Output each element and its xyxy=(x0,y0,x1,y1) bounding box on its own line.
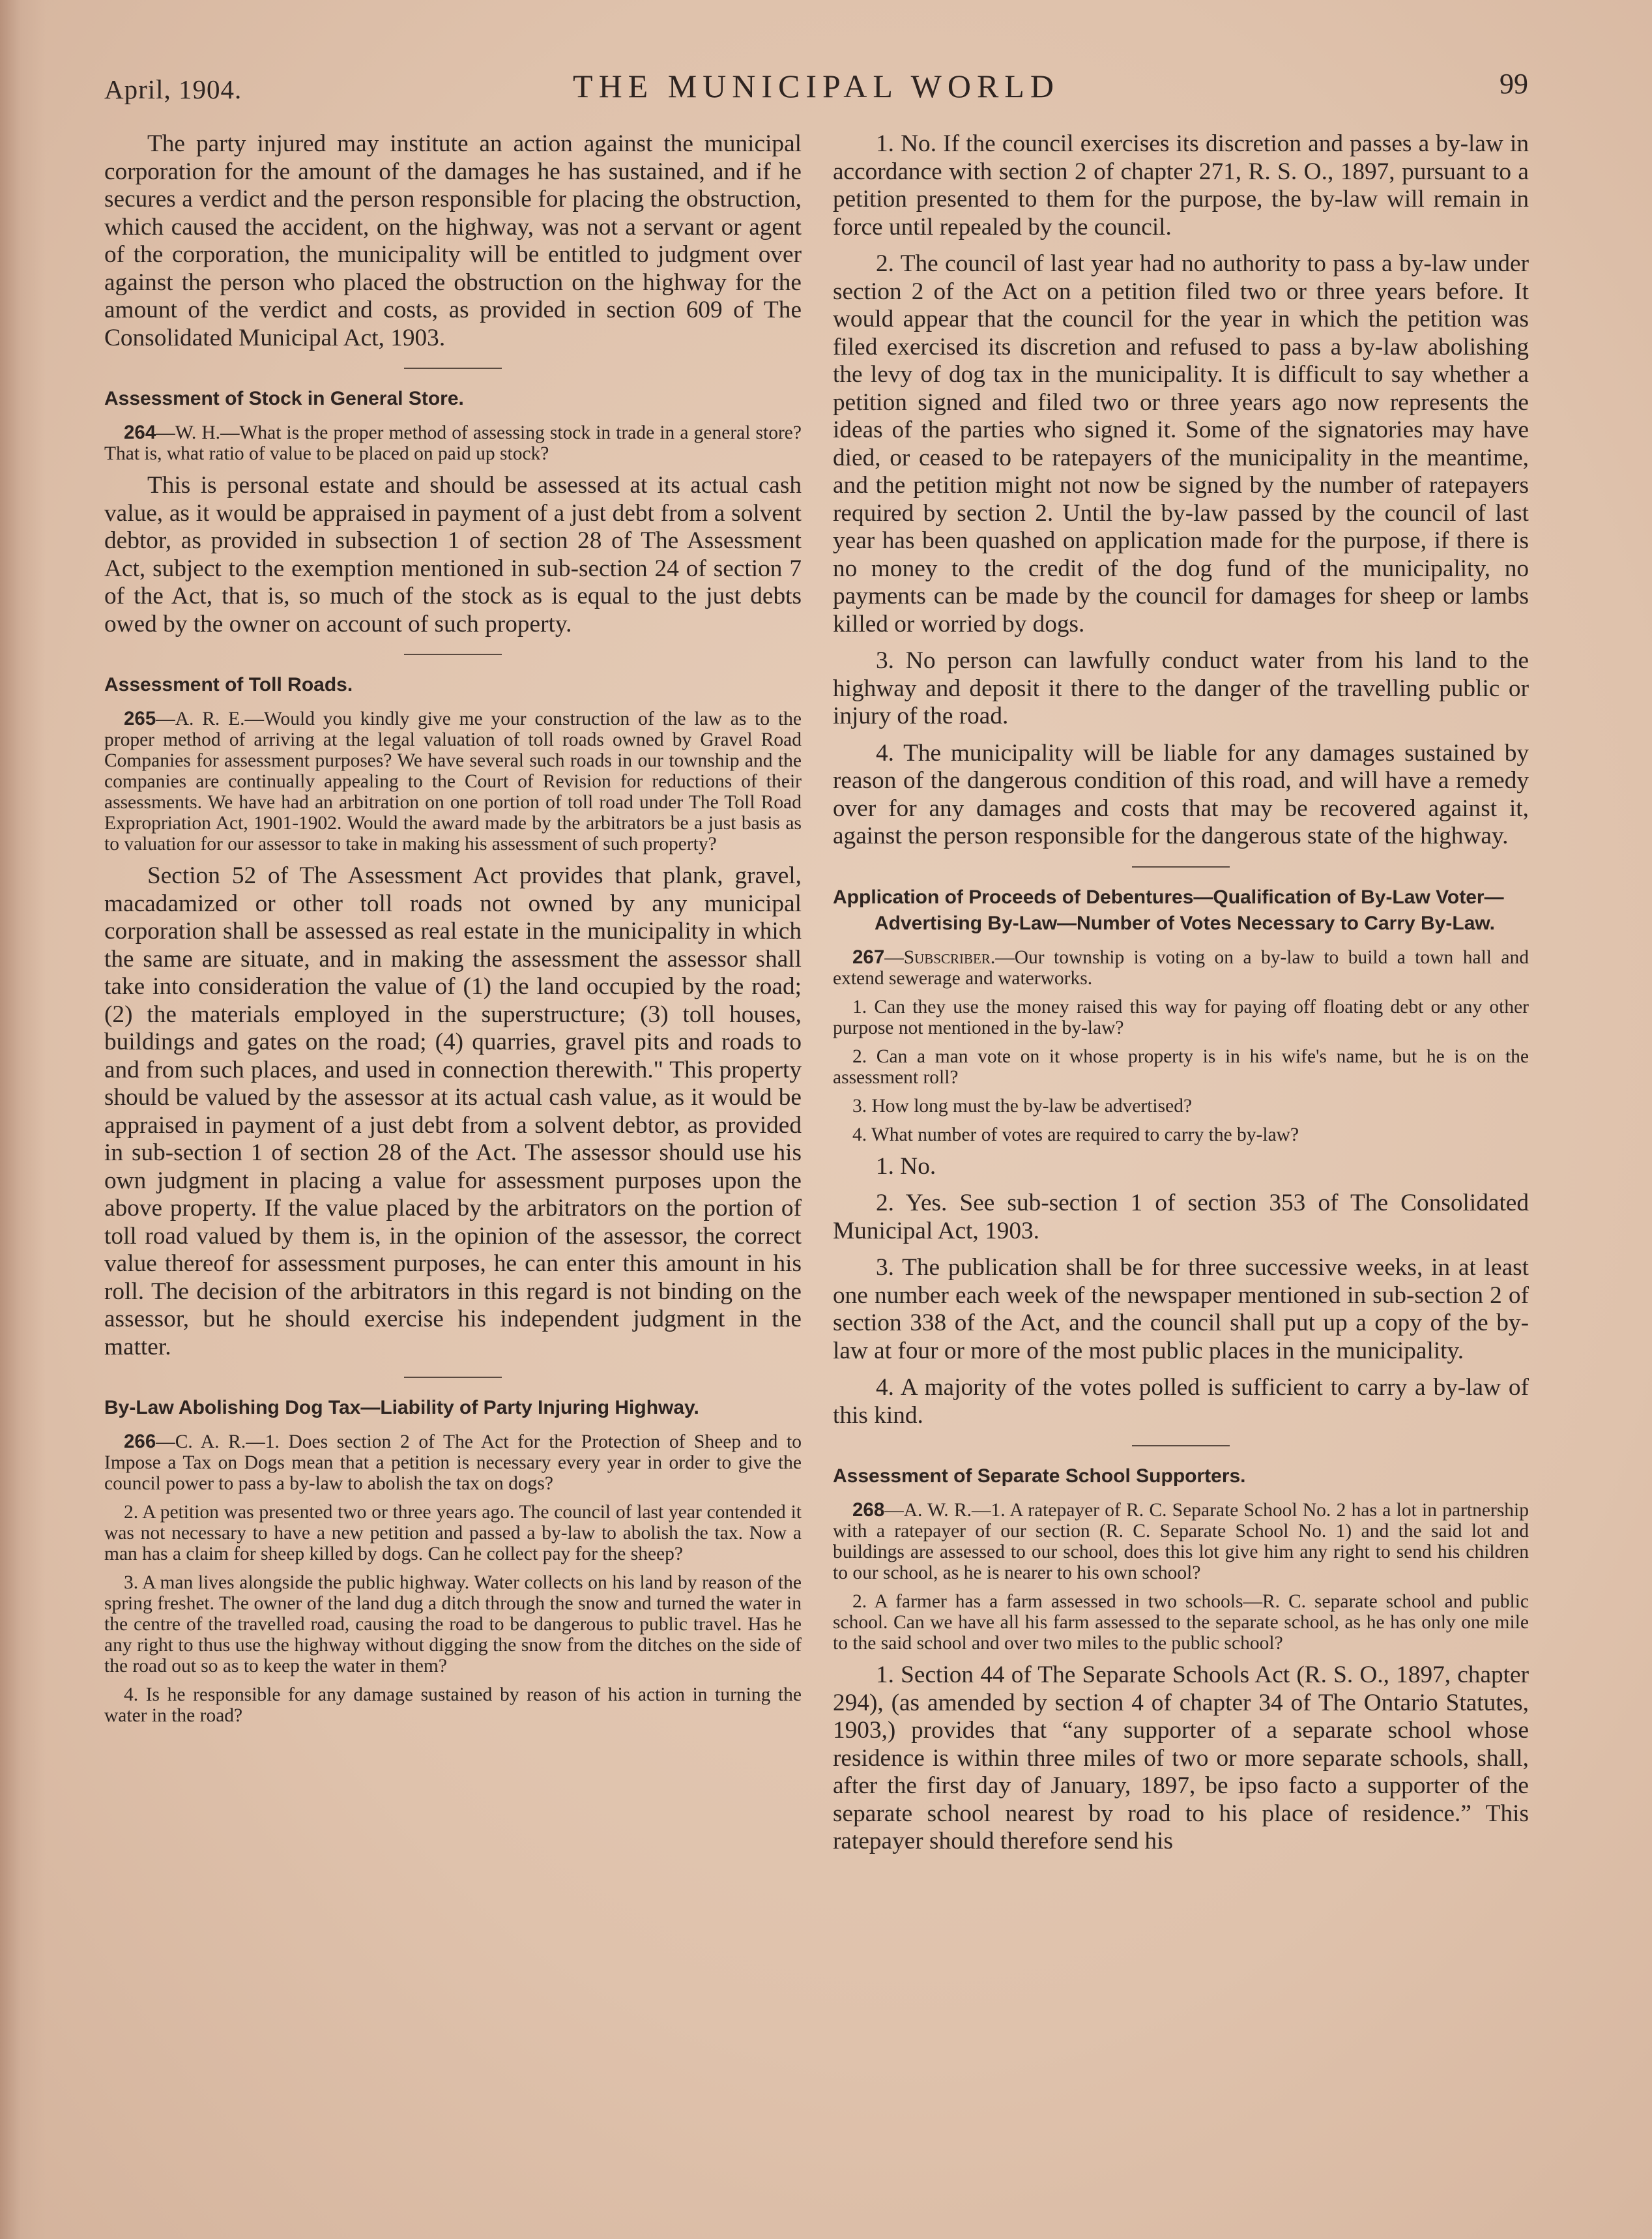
answer-paragraph: 1. No. xyxy=(876,1152,936,1180)
answer-paragraph: This is personal estate and should be assessed at its actual cash value, as it would be appraised in payment of a just debt from a solvent debtor, as provided in subsection 1 of section 28 of The Assessment Act, subject to the exemption mentioned in sub-section 24 of section 7 of the Act, that is, so much of the stock as is equal to the just debts owed by the owner on account of such property. xyxy=(104,472,802,637)
binding-edge xyxy=(0,0,46,2239)
question-number: 266 xyxy=(124,1431,156,1452)
section-divider xyxy=(404,654,502,655)
question-signature: —Subscriber. xyxy=(884,946,996,968)
question: 2. Can a man vote on it whose property is in his wife's name, but he is on the assessment roll? xyxy=(833,1046,1529,1088)
section-heading: By-Law Abolishing Dog Tax—Liability of Party Injuring Highway. xyxy=(104,1397,699,1418)
question: 2. A farmer has a farm assessed in two schools—R. C. separate school and public school. Can we have all his farm assessed to the separate school, as he has only one mile to the said school and over two miles to the public school? xyxy=(833,1591,1529,1654)
section-divider xyxy=(404,368,502,369)
paragraph: The party injured may institute an action against the municipal corporation for the amount of the damages he has sustained, and if he secures a verdict and the person responsible for placing the obstruction, which caused the accident, on the highway, was not a servant or agent of the corporation, the municipality will be entitled to judgment over against the person who placed the obstruction on the highway for the amount of the verdict and costs, as provided in section 609 of The Consolidated Municipal Act, 1903. xyxy=(104,130,802,351)
section-heading: Application of Proceeds of Debentures—Qualification of By-Law Voter—Advertising By-Law—Number of Votes Necessary to Carry By-Law. xyxy=(833,886,1504,934)
question xyxy=(833,1500,1529,1583)
question-text: —A. W. R.—1. A ratepayer of R. C. Separate School No. 2 has a lot in partnership with a ratepayer of our section (R. C. Separate School No. 1) and the said lot and buildings are assessed to our school, does this lot give him any right to send his children to our school, as he is nearer to his own school? xyxy=(833,1500,1529,1583)
answer-paragraph: 3. No person can lawfully conduct water from his land to the highway and deposit it there to the danger of the travelling public or injury of the road. xyxy=(833,647,1529,729)
question: 1. Can they use the money raised this way for paying off floating debt or any other purpose not mentioned in the by-law? xyxy=(833,996,1529,1038)
question-text: —Our township is voting on a by-law to build a town hall and extend sewerage and waterworks. xyxy=(833,946,1529,989)
answer-paragraph: Section 52 of The Assessment Act provides that plank, gravel, macadamized or other toll roads not owned by any municipal corporation shall be assessed as real estate in the municipality in which the same are situate, and in making the assessment the assessor shall take into consideration the value of (1) the land occupied by the road; (2) the materials employed in the superstructure; (3) toll houses, buildings and gates on the road; (4) quarries, gravel pits and roads to and from such places, and used in connection therewith." This property should be valued by the assessor at its actual cash value, as it would be appraised in payment of a just debt from a solvent debtor, as provided in sub-section 1 of section 28 of the Act. The assessor should use his own judgment in placing a value for assessment purposes upon the above property. If the value placed by the arbitrators on the portion of toll road valued by them is, in the opinion of the assessor, the correct value thereof for assessment purposes, he can enter this amount in his roll. The decision of the arbitrators in this regard is not binding on the assessor, but he should exercise his independent judgment in the matter. xyxy=(104,862,802,1360)
answer-paragraph: 2. Yes. See sub-section 1 of section 353 of The Consolidated Municipal Act, 1903. xyxy=(833,1190,1529,1244)
question-text: —A. R. E.—Would you kindly give me your construction of the law as to the proper method of arriving at the legal valuation of toll roads owned by Gravel Road Companies for assessment purposes? We have several such roads in our township and the companies are continually appealing to the Court of Revision for reductions of their assessments. We have had an arbitration on one portion of toll road under The Toll Road Expropriation Act, 1901-1902. Would the award made by the arbitrators be a just basis as to valuation for our assessor to take in making his assessment of such property? xyxy=(104,709,802,855)
section-heading: Assessment of Toll Roads. xyxy=(104,674,353,695)
question-text: —C. A. R.—1. Does section 2 of The Act for the Protection of Sheep and to Impose a Tax on Dogs mean that a petition is necessary every year in order to give the council power to pass a by-law to abolish the tax on dogs? xyxy=(104,1431,802,1494)
section-heading: Assessment of Separate School Supporters. xyxy=(833,1465,1246,1487)
question xyxy=(104,709,802,855)
question-number: 264 xyxy=(124,422,156,443)
section-divider xyxy=(404,1377,502,1378)
answer-paragraph: 4. A majority of the votes polled is sufficient to carry a by-law of this kind. xyxy=(833,1374,1529,1429)
header-date: April, 1904. xyxy=(104,74,242,104)
answer-paragraph: 4. The municipality will be liable for any damages sustained by reason of the dangerous condition of this road, and will have a remedy over for any damages and costs that may be recovered against it, against the person responsible for the dangerous state of the highway. xyxy=(833,739,1529,849)
answer-paragraph: 2. The council of last year had no authority to pass a by-law under section 2 of the Act on a petition filed two or three years before. It would appear that the council for the year in which the petition was filed exercised its discretion and refused to pass a by-law abolishing the levy of dog tax in the municipality. It is difficult to say whether a petition signed and filed two or three years ago now represents the ideas of the parties who signed it. Some of the signatories may have died, or ceased to be ratepayers of the municipality in the meantime, and the petition might not now be signed by the number of ratepayers required by section 2. Until the by-law passed by the council of last year has been quashed on application made for the purpose, if there is no money to the credit of the dog fund of the municipality, no payments can be made by the council for damages for sheep or lambs killed or worried by dogs. xyxy=(833,250,1529,637)
question: 3. A man lives alongside the public highway. Water collects on his land by reason of the spring freshet. The owner of the land dug a ditch through the snow and turned the water in the centre of the travelled road, causing the road to be dangerous to public travel. Has he any right to thus use the highway without digging the snow from the ditches on the side of the road out so as to keep the water in them? xyxy=(104,1572,802,1676)
publication-title: THE MUNICIPAL WORLD xyxy=(573,68,1060,104)
question-number: 265 xyxy=(124,708,156,729)
answer-paragraph: 3. The publication shall be for three successive weeks, in at least one number each week of the newspaper mentioned in sub-section 2 of section 338 of the Act, and the council shall put up a copy of the by-law at four or more of the most public places in the municipality. xyxy=(833,1254,1529,1364)
right-column xyxy=(833,130,1529,1865)
question xyxy=(104,1431,802,1494)
section-heading: Assessment of Stock in General Store. xyxy=(104,388,464,409)
question: 4. What number of votes are required to carry the by-law? xyxy=(852,1124,1299,1145)
left-column xyxy=(104,130,802,1734)
question: 4. Is he responsible for any damage sustained by reason of his action in turning the water in the road? xyxy=(104,1684,802,1726)
question: 2. A petition was presented two or three years ago. The council of last year contended it was not necessary to have a new petition and passed a by-law to abolish the tax. Now a man has a claim for sheep killed by dogs. Can he collect pay for the sheep? xyxy=(104,1502,802,1564)
answer-paragraph: 1. Section 44 of The Separate Schools Act (R. S. O., 1897, chapter 294), (as amended by section 4 of chapter 34 of The Ontario Statutes, 1903,) provides that “any supporter of a separate school whose residence is within three miles of two or more separate schools, shall, after the first day of January, 1897, be ipso facto a supporter of the separate school nearest by road to his place of residence.” This ratepayer should therefore send his xyxy=(833,1661,1529,1854)
question-text: —W. H.—What is the proper method of assessing stock in trade in a general store? That is, what ratio of value to be placed on paid up stock? xyxy=(104,422,802,464)
page-number: 99 xyxy=(1500,68,1528,100)
page-header xyxy=(104,62,1528,121)
question-number: 267 xyxy=(852,946,885,968)
question: 3. How long must the by-law be advertised? xyxy=(852,1095,1193,1117)
question-number: 268 xyxy=(852,1499,885,1521)
answer-paragraph: 1. No. If the council exercises its discretion and passes a by-law in accordance with section 2 of chapter 271, R. S. O., 1897, pursuant to a petition presented to them for the purpose, the by-law will remain in force until repealed by the council. xyxy=(833,130,1529,241)
section-divider xyxy=(1132,866,1230,868)
section-divider xyxy=(1132,1445,1230,1446)
question xyxy=(104,422,802,464)
question xyxy=(833,947,1529,989)
